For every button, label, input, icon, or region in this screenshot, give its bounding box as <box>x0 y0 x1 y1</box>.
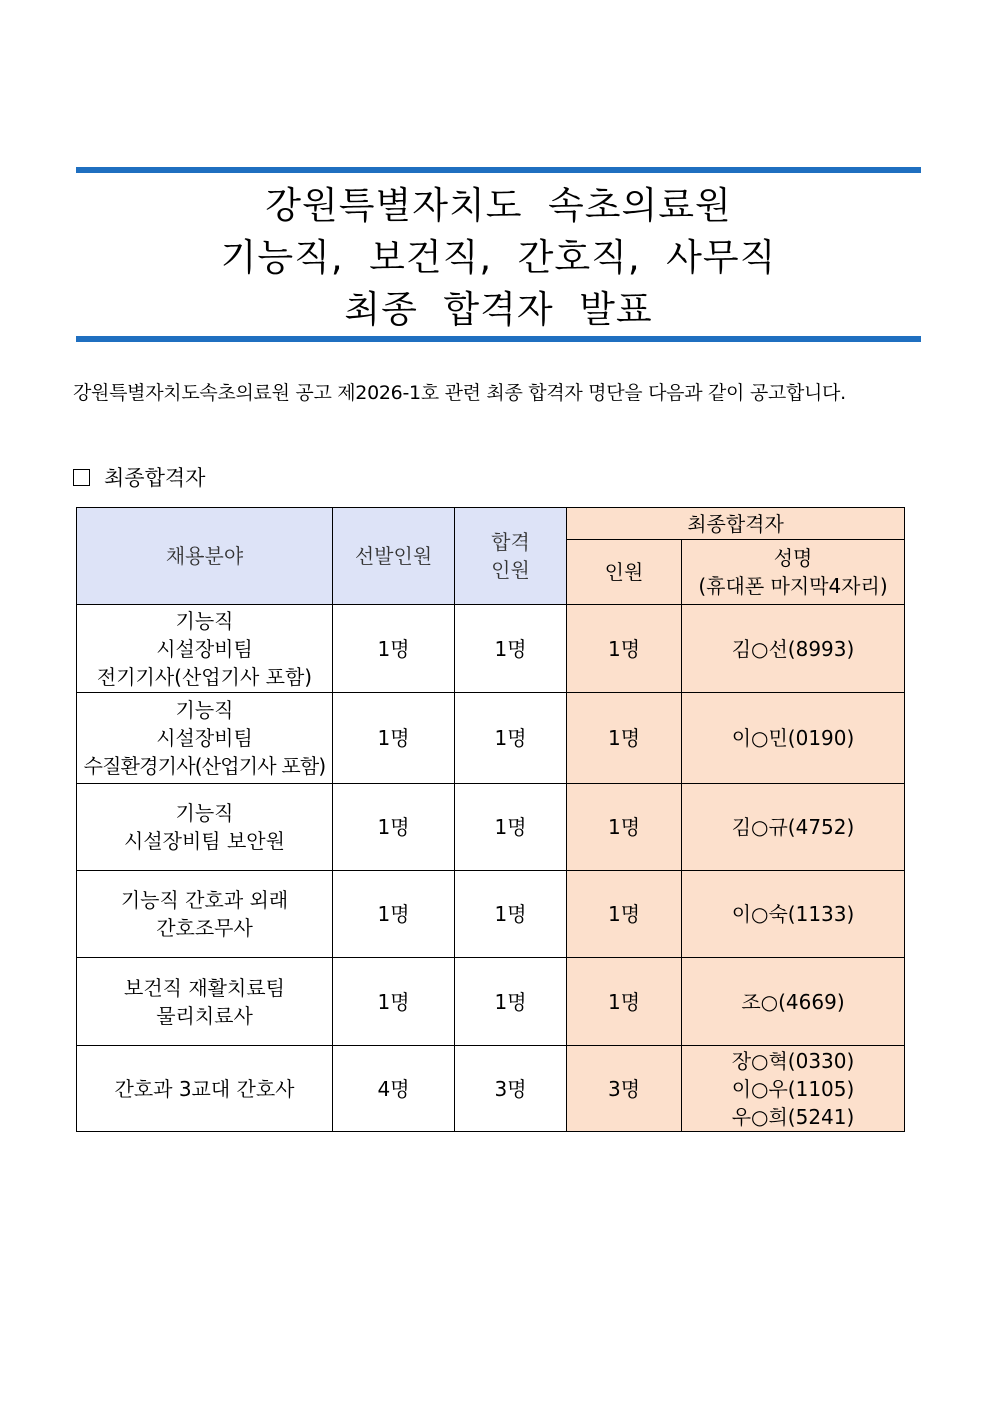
selected-cell: 1명 <box>333 871 455 958</box>
header-passed-line-2: 인원 <box>491 558 530 582</box>
final-count-cell: 1명 <box>567 693 682 784</box>
final-names-cell <box>682 693 905 784</box>
name-entry: 우○희(5241) <box>731 1104 855 1129</box>
table-row <box>77 605 905 693</box>
field-cell <box>77 871 333 958</box>
final-count-cell: 1명 <box>567 958 682 1046</box>
table-row <box>77 958 905 1046</box>
field-line: 물리치료사 <box>156 1003 253 1028</box>
final-names-cell <box>682 1046 905 1132</box>
table-row <box>77 693 905 784</box>
header-final-names-line-2: (휴대폰 마지막4자리) <box>698 574 888 598</box>
selected-cell: 1명 <box>333 958 455 1046</box>
field-line: 시설장비팀 <box>156 636 253 661</box>
final-names-cell <box>682 871 905 958</box>
header-final-names-line-1: 성명 <box>773 546 813 570</box>
final-names-cell <box>682 605 905 693</box>
field-line: 기능직 <box>175 608 234 633</box>
passed-cell: 1명 <box>455 693 567 784</box>
final-names-cell <box>682 958 905 1046</box>
header-final: 최종합격자 <box>567 508 905 540</box>
field-line: 간호과 3교대 간호사 <box>114 1076 295 1101</box>
header-final-count: 인원 <box>567 540 682 605</box>
field-cell <box>77 605 333 693</box>
passed-cell: 3명 <box>455 1046 567 1132</box>
title-line-3: 최종 합격자 발표 <box>344 288 653 331</box>
table-row <box>77 1046 905 1132</box>
intro-text: 강원특별자치도속초의료원 공고 제2026-1호 관련 최종 합격자 명단을 다음과 같이 공고합니다. <box>73 382 846 404</box>
passed-cell: 1명 <box>455 958 567 1046</box>
section-title: 최종합격자 <box>104 466 206 490</box>
field-cell <box>77 958 333 1046</box>
name-entry: 김○규(4752) <box>731 815 855 839</box>
name-entry: 조○(4669) <box>741 989 845 1014</box>
checkbox-icon <box>73 469 90 486</box>
table-row <box>77 784 905 871</box>
field-line: 전기기사(산업기사 포함) <box>96 664 313 689</box>
field-line: 간호조무사 <box>156 916 253 940</box>
header-passed-line-1: 합격 <box>491 530 530 554</box>
passed-cell: 1명 <box>455 605 567 693</box>
header-field: 채용분야 <box>77 508 333 605</box>
field-line: 기능직 간호과 외래 <box>120 888 289 912</box>
name-entry: 장○혁(0330) <box>731 1048 855 1073</box>
title-line-2: 기능직, 보건직, 간호직, 사무직 <box>220 236 777 279</box>
final-count-cell: 1명 <box>567 784 682 871</box>
header-passed <box>455 508 567 605</box>
final-names-cell <box>682 784 905 871</box>
field-line: 기능직 <box>175 801 234 825</box>
results-table <box>76 507 905 1132</box>
field-line: 기능직 <box>175 698 234 722</box>
field-line: 보건직 재활치료팀 <box>124 975 285 1000</box>
field-line: 시설장비팀 <box>156 726 253 750</box>
selected-cell: 1명 <box>333 784 455 871</box>
table-row <box>77 871 905 958</box>
title-top-rule <box>76 167 921 173</box>
final-count-cell: 3명 <box>567 1046 682 1132</box>
field-cell <box>77 784 333 871</box>
field-cell <box>77 1046 333 1132</box>
selected-cell: 1명 <box>333 693 455 784</box>
section-heading <box>73 462 205 492</box>
passed-cell: 1명 <box>455 871 567 958</box>
selected-cell: 4명 <box>333 1046 455 1132</box>
selected-cell: 1명 <box>333 605 455 693</box>
final-count-cell: 1명 <box>567 605 682 693</box>
passed-cell: 1명 <box>455 784 567 871</box>
field-line: 시설장비팀 보안원 <box>124 829 285 853</box>
header-selected: 선발인원 <box>333 508 455 605</box>
page-title <box>76 180 921 336</box>
header-final-names <box>682 540 905 605</box>
final-count-cell: 1명 <box>567 871 682 958</box>
title-bottom-rule <box>76 336 921 342</box>
field-cell <box>77 693 333 784</box>
name-entry: 이○숙(1133) <box>731 902 855 926</box>
name-entry: 김○선(8993) <box>731 636 855 661</box>
name-entry: 이○민(0190) <box>731 726 855 750</box>
name-entry: 이○우(1105) <box>731 1076 855 1101</box>
field-line: 수질환경기사(산업기사 포함) <box>83 754 326 778</box>
title-line-1: 강원특별자치도 속초의료원 <box>265 184 732 227</box>
